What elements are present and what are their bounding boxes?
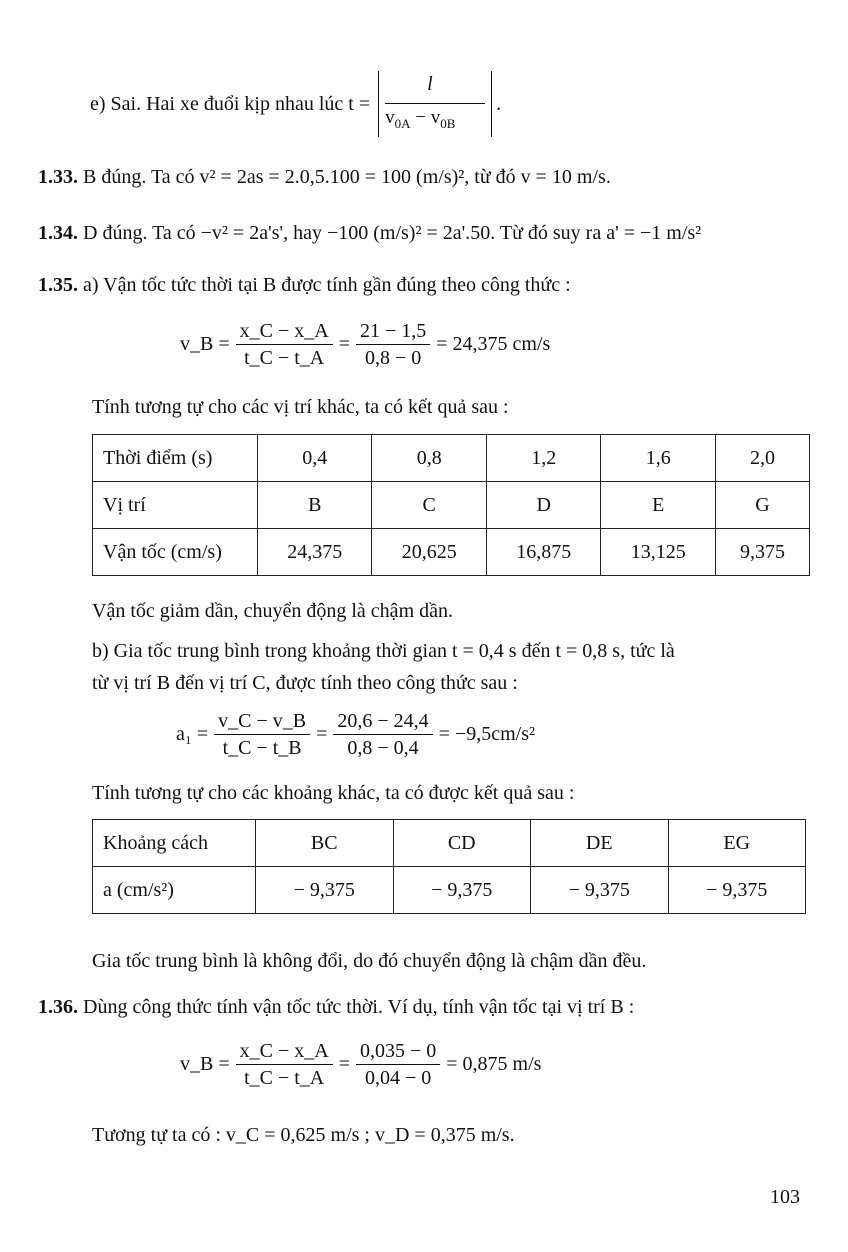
table-cell: G [715,482,809,529]
frac-den: t_C − t_A [244,1067,325,1089]
table-cell: CD [393,820,531,867]
item-e-sub1: 0A [394,115,411,131]
table-cell: 9,375 [715,529,809,576]
similar-text-1: Tính tương tự cho các vị trí khác, ta có kết quả sau : [92,396,509,418]
problem-number: 1.34. [38,222,78,244]
table-cell: BC [256,820,394,867]
frac-den: 0,8 − 0 [364,347,422,369]
problem-text: B đúng. Ta có v² = 2as = 2.0,5.100 = 100 (m/s)², từ đó v = 10 m/s. [83,166,611,188]
row-header-cell: a (cm/s²) [93,867,256,914]
abs-value-expression [378,71,492,137]
table-cell: E [601,482,715,529]
frac-num: x_C − x_A [236,318,333,345]
table-cell: C [372,482,486,529]
table-cell: 1,2 [486,435,600,482]
table-row [93,867,806,914]
row-header-cell: Thời điểm (s) [93,435,258,482]
table-cell: 13,125 [601,529,715,576]
equation-a1 [176,708,535,761]
table-cell: − 9,375 [393,867,531,914]
table-cell: 0,8 [372,435,486,482]
equation-vb-1 [180,318,550,371]
table-cell: − 9,375 [668,867,806,914]
problem-1-36 [38,996,634,1019]
table-cell: − 9,375 [256,867,394,914]
problem-text: Dùng công thức tính vận tốc tức thời. Ví dụ, tính vận tốc tại vị trí B : [83,996,635,1018]
problem-1-33 [38,166,611,189]
eq-rhs: = 24,375 cm/s [436,333,551,355]
frac-num: 21 − 1,5 [356,318,430,345]
fraction [333,708,432,761]
frac-num: 20,6 − 24,4 [333,708,432,735]
table-row [93,820,806,867]
row-header-cell: Khoảng cách [93,820,256,867]
fraction-bar [385,103,485,104]
row-header-cell: Vị trí [93,482,258,529]
velocity-table [92,434,810,576]
table-row [93,529,810,576]
eq-sign: = [338,333,350,355]
table-cell: 0,4 [258,435,372,482]
frac-num: v_C − v_B [214,708,310,735]
eq-lhs: v_B = [180,333,230,355]
eq-sign: = [338,1053,350,1075]
text-b-line1: b) Gia tốc trung bình trong khoảng thời gian t = 0,4 s đến t = 0,8 s, tức là [92,640,675,662]
item-e-den-v: v [385,107,395,128]
eq-lhs: v_B = [180,1053,230,1075]
final-text: Tương tự ta có : v_C = 0,625 m/s ; v_D = 0,375 m/s. [92,1124,515,1146]
fraction [356,1038,440,1091]
table-cell: 1,6 [601,435,715,482]
eq-rhs: = 0,875 m/s [446,1053,542,1075]
frac-den: 0,04 − 0 [364,1067,432,1089]
problem-text: a) Vận tốc tức thời tại B được tính gần đúng theo công thức : [83,274,571,296]
item-e-minus: − [415,107,426,128]
item-e-den [385,107,455,132]
fraction [236,1038,333,1091]
frac-den: 0,8 − 0,4 [347,737,419,759]
acceleration-table [92,819,806,914]
table-cell: D [486,482,600,529]
fraction [236,318,333,371]
table-row [93,435,810,482]
row-header-cell: Vận tốc (cm/s) [93,529,258,576]
item-e-sub2: 0B [440,115,456,131]
fraction [356,318,430,371]
item-e-den-v2: v [430,107,441,128]
text-b-line2: từ vị trí B đến vị trí C, được tính theo công thức sau : [92,672,518,694]
problem-1-34 [38,222,701,245]
problem-number: 1.35. [38,274,78,296]
frac-den: t_C − t_B [222,737,302,759]
eq-lhs: a₁ = [176,723,209,745]
item-e-end: . [496,92,502,115]
table-cell: DE [531,820,669,867]
eq-sign: = [316,723,328,745]
item-e-num: l [427,73,433,95]
table-cell: 20,625 [372,529,486,576]
frac-num: x_C − x_A [236,1038,333,1065]
problem-text: D đúng. Ta có −v² = 2a's', hay −100 (m/s)² = 2a'.50. Từ đó suy ra a' = −1 m/s² [83,222,702,244]
table-cell: 16,875 [486,529,600,576]
problem-number: 1.33. [38,166,78,188]
conclusion-b: Gia tốc trung bình là không đổi, do đó chuyển động là chậm dần đều. [92,950,647,972]
table-cell: 2,0 [715,435,809,482]
similar-text-2: Tính tương tự cho các khoảng khác, ta có được kết quả sau : [92,782,575,804]
frac-den: t_C − t_A [244,347,325,369]
problem-1-35 [38,274,571,297]
fraction [214,708,310,761]
item-e-lead: e) Sai. Hai xe đuổi kịp nhau lúc t = [90,92,371,115]
eq-rhs: = −9,5cm/s² [438,723,535,745]
problem-number: 1.36. [38,996,78,1018]
conclusion-a: Vận tốc giảm dần, chuyển động là chậm dần. [92,600,453,622]
item-e [90,74,501,134]
table-cell: 24,375 [258,529,372,576]
equation-vb-2 [180,1038,541,1091]
table-cell: EG [668,820,806,867]
table-cell: − 9,375 [531,867,669,914]
frac-num: 0,035 − 0 [356,1038,440,1065]
table-cell: B [258,482,372,529]
page-number: 103 [770,1186,800,1208]
table-row [93,482,810,529]
